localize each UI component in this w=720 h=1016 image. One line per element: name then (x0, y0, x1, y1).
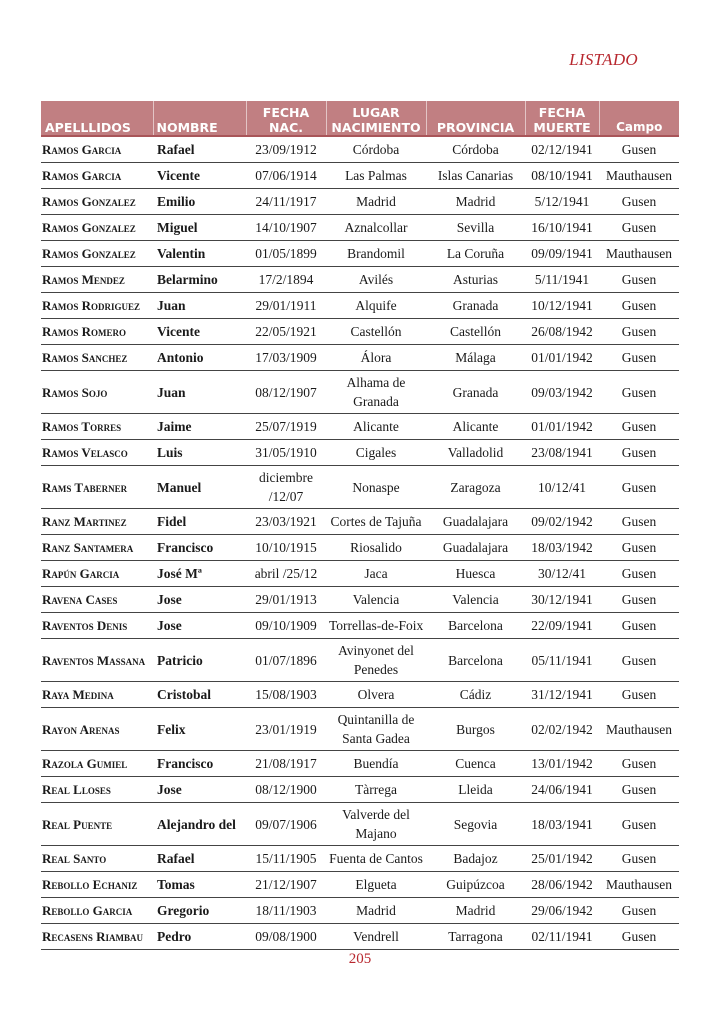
cell-fecha-nac: 15/08/1903 (246, 682, 326, 708)
cell-lugar: Avilés (326, 267, 426, 293)
cell-fecha-muerte: 5/12/1941 (525, 189, 599, 215)
cell-lugar: Valencia (326, 587, 426, 613)
cell-fecha-muerte: 01/01/1942 (525, 345, 599, 371)
cell-lugar: Fuenta de Cantos (326, 846, 426, 872)
cell-lugar: Riosalido (326, 535, 426, 561)
cell-apellidos: Ramos Velasco (41, 440, 153, 466)
cell-apellidos: Ranz Santamera (41, 535, 153, 561)
cell-campo: Mauthausen (599, 872, 679, 898)
table-row (41, 440, 679, 466)
table-row (41, 371, 679, 414)
cell-provincia: Guadalajara (426, 535, 525, 561)
cell-lugar: Valverde del Majano (326, 803, 426, 846)
cell-nombre: Juan (153, 293, 246, 319)
table-row (41, 414, 679, 440)
cell-lugar: Torrellas-de-Foix (326, 613, 426, 639)
cell-nombre: Juan (153, 371, 246, 414)
table-row (41, 267, 679, 293)
cell-provincia: La Coruña (426, 241, 525, 267)
cell-provincia: Guipúzcoa (426, 872, 525, 898)
cell-campo: Gusen (599, 587, 679, 613)
cell-nombre: Francisco (153, 751, 246, 777)
cell-provincia: Valladolid (426, 440, 525, 466)
cell-apellidos: Ramos Gonzalez (41, 215, 153, 241)
cell-campo: Gusen (599, 345, 679, 371)
cell-provincia: Zaragoza (426, 466, 525, 509)
cell-fecha-nac: 15/11/1905 (246, 846, 326, 872)
header-lugar-line1: LUGAR (352, 105, 400, 120)
cell-fecha-muerte: 30/12/1941 (525, 587, 599, 613)
cell-nombre: Tomas (153, 872, 246, 898)
cell-apellidos: Razola Gumiel (41, 751, 153, 777)
table-row (41, 587, 679, 613)
cell-fecha-muerte: 02/12/1941 (525, 136, 599, 163)
header-lugar-line2: NACIMIENTO (331, 120, 421, 135)
cell-fecha-muerte: 23/08/1941 (525, 440, 599, 466)
cell-apellidos: Raventos Massana (41, 639, 153, 682)
header-fecha-nac-line1: FECHA (262, 105, 310, 120)
cell-apellidos: Rayon Arenas (41, 708, 153, 751)
cell-nombre: Pedro (153, 924, 246, 950)
cell-fecha-nac: 21/12/1907 (246, 872, 326, 898)
cell-fecha-muerte: 05/11/1941 (525, 639, 599, 682)
cell-provincia: Tarragona (426, 924, 525, 950)
cell-lugar: Nonaspe (326, 466, 426, 509)
running-head: LISTADO (569, 50, 638, 69)
cell-campo: Gusen (599, 613, 679, 639)
cell-nombre: Cristobal (153, 682, 246, 708)
cell-fecha-nac: 14/10/1907 (246, 215, 326, 241)
table-row (41, 215, 679, 241)
header-provincia: PROVINCIA (426, 101, 525, 136)
header-lugar-nacimiento (326, 101, 426, 136)
table-row (41, 751, 679, 777)
header-fecha-nac (246, 101, 326, 136)
cell-lugar: Avinyonet del Penedes (326, 639, 426, 682)
cell-fecha-nac: 24/11/1917 (246, 189, 326, 215)
table-row (41, 189, 679, 215)
cell-apellidos: Rapún Garcia (41, 561, 153, 587)
header-fecha-muerte-line2: MUERTE (533, 120, 591, 135)
cell-apellidos: Ramos Gonzalez (41, 241, 153, 267)
cell-apellidos: Ramos Mendez (41, 267, 153, 293)
cell-lugar: Madrid (326, 189, 426, 215)
cell-nombre: Vicente (153, 163, 246, 189)
cell-apellidos: Ravena Cases (41, 587, 153, 613)
table-row (41, 136, 679, 163)
cell-fecha-muerte: 09/03/1942 (525, 371, 599, 414)
cell-apellidos: Ramos Gonzalez (41, 189, 153, 215)
cell-fecha-muerte: 30/12/41 (525, 561, 599, 587)
cell-fecha-muerte: 18/03/1942 (525, 535, 599, 561)
cell-nombre: Jose (153, 777, 246, 803)
cell-provincia: Islas Canarias (426, 163, 525, 189)
cell-campo: Gusen (599, 293, 679, 319)
deportees-table (41, 101, 679, 950)
cell-fecha-muerte: 28/06/1942 (525, 872, 599, 898)
cell-lugar: Olvera (326, 682, 426, 708)
cell-campo: Gusen (599, 682, 679, 708)
cell-nombre: Fidel (153, 509, 246, 535)
table-row (41, 466, 679, 509)
cell-provincia: Madrid (426, 189, 525, 215)
cell-apellidos: Rebollo Echaniz (41, 872, 153, 898)
cell-campo: Gusen (599, 267, 679, 293)
cell-fecha-nac: 21/08/1917 (246, 751, 326, 777)
cell-provincia: Valencia (426, 587, 525, 613)
cell-provincia: Segovia (426, 803, 525, 846)
cell-nombre: Luis (153, 440, 246, 466)
cell-apellidos: Ramos Garcia (41, 136, 153, 163)
cell-nombre: Rafael (153, 136, 246, 163)
cell-provincia: Badajoz (426, 846, 525, 872)
cell-fecha-nac: abril /25/12 (246, 561, 326, 587)
cell-fecha-muerte: 24/06/1941 (525, 777, 599, 803)
cell-fecha-nac: 10/10/1915 (246, 535, 326, 561)
cell-fecha-nac: 23/01/1919 (246, 708, 326, 751)
cell-fecha-nac: 09/08/1900 (246, 924, 326, 950)
cell-lugar: Cortes de Tajuña (326, 509, 426, 535)
cell-apellidos: Ramos Torres (41, 414, 153, 440)
cell-lugar: Buendía (326, 751, 426, 777)
cell-campo: Gusen (599, 561, 679, 587)
table-row (41, 682, 679, 708)
header-nombre: NOMBRE (153, 101, 246, 136)
cell-fecha-nac: 23/09/1912 (246, 136, 326, 163)
cell-nombre: Jaime (153, 414, 246, 440)
cell-fecha-muerte: 01/01/1942 (525, 414, 599, 440)
cell-fecha-nac: diciembre /12/07 (246, 466, 326, 509)
cell-fecha-nac: 29/01/1911 (246, 293, 326, 319)
cell-apellidos: Ramos Rodriguez (41, 293, 153, 319)
cell-campo: Gusen (599, 466, 679, 509)
cell-fecha-muerte: 31/12/1941 (525, 682, 599, 708)
table-row (41, 872, 679, 898)
cell-fecha-muerte: 22/09/1941 (525, 613, 599, 639)
cell-lugar: Castellón (326, 319, 426, 345)
cell-nombre: Emilio (153, 189, 246, 215)
cell-fecha-muerte: 16/10/1941 (525, 215, 599, 241)
table-row (41, 803, 679, 846)
cell-fecha-nac: 07/06/1914 (246, 163, 326, 189)
cell-campo: Mauthausen (599, 708, 679, 751)
header-fecha-muerte (525, 101, 599, 136)
cell-campo: Gusen (599, 898, 679, 924)
cell-fecha-muerte: 26/08/1942 (525, 319, 599, 345)
cell-lugar: Quintanilla de Santa Gadea (326, 708, 426, 751)
cell-provincia: Madrid (426, 898, 525, 924)
cell-lugar: Alicante (326, 414, 426, 440)
cell-apellidos: Ramos Sanchez (41, 345, 153, 371)
cell-fecha-muerte: 02/11/1941 (525, 924, 599, 950)
table-row (41, 345, 679, 371)
table-row (41, 293, 679, 319)
cell-fecha-nac: 01/05/1899 (246, 241, 326, 267)
table-row (41, 241, 679, 267)
cell-apellidos: Ramos Romero (41, 319, 153, 345)
table-row (41, 535, 679, 561)
cell-campo: Mauthausen (599, 163, 679, 189)
header-fecha-nac-line2: NAC. (268, 120, 304, 135)
cell-nombre: Manuel (153, 466, 246, 509)
cell-nombre: José Mª (153, 561, 246, 587)
cell-provincia: Burgos (426, 708, 525, 751)
cell-fecha-nac: 17/03/1909 (246, 345, 326, 371)
cell-provincia: Barcelona (426, 613, 525, 639)
cell-fecha-muerte: 08/10/1941 (525, 163, 599, 189)
cell-nombre: Felix (153, 708, 246, 751)
cell-fecha-muerte: 10/12/1941 (525, 293, 599, 319)
cell-fecha-muerte: 5/11/1941 (525, 267, 599, 293)
cell-provincia: Cuenca (426, 751, 525, 777)
cell-provincia: Alicante (426, 414, 525, 440)
cell-fecha-nac: 08/12/1907 (246, 371, 326, 414)
cell-apellidos: Ramos Garcia (41, 163, 153, 189)
table-row (41, 319, 679, 345)
cell-fecha-nac: 09/10/1909 (246, 613, 326, 639)
table-header-row (41, 101, 679, 136)
cell-lugar: Álora (326, 345, 426, 371)
cell-apellidos: Real Santo (41, 846, 153, 872)
cell-campo: Gusen (599, 535, 679, 561)
cell-fecha-muerte: 10/12/41 (525, 466, 599, 509)
cell-provincia: Guadalajara (426, 509, 525, 535)
cell-provincia: Málaga (426, 345, 525, 371)
cell-provincia: Córdoba (426, 136, 525, 163)
cell-campo: Gusen (599, 414, 679, 440)
cell-nombre: Antonio (153, 345, 246, 371)
cell-fecha-nac: 01/07/1896 (246, 639, 326, 682)
table-row (41, 846, 679, 872)
table-row (41, 898, 679, 924)
table-row (41, 163, 679, 189)
cell-fecha-muerte: 18/03/1941 (525, 803, 599, 846)
table-row (41, 924, 679, 950)
cell-campo: Gusen (599, 189, 679, 215)
header-apellidos: APELLLIDOS (41, 101, 153, 136)
cell-nombre: Belarmino (153, 267, 246, 293)
cell-fecha-muerte: 25/01/1942 (525, 846, 599, 872)
cell-provincia: Cádiz (426, 682, 525, 708)
cell-lugar: Jaca (326, 561, 426, 587)
header-campo: Campo (599, 101, 679, 136)
table-row (41, 639, 679, 682)
cell-apellidos: Raya Medina (41, 682, 153, 708)
cell-campo: Gusen (599, 215, 679, 241)
page-number: 205 (348, 951, 372, 967)
cell-campo: Gusen (599, 136, 679, 163)
cell-apellidos: Ranz Martinez (41, 509, 153, 535)
cell-campo: Gusen (599, 777, 679, 803)
cell-provincia: Castellón (426, 319, 525, 345)
cell-campo: Gusen (599, 751, 679, 777)
cell-fecha-nac: 08/12/1900 (246, 777, 326, 803)
cell-campo: Mauthausen (599, 241, 679, 267)
cell-fecha-nac: 18/11/1903 (246, 898, 326, 924)
cell-fecha-muerte: 02/02/1942 (525, 708, 599, 751)
cell-provincia: Asturias (426, 267, 525, 293)
table-row (41, 708, 679, 751)
cell-nombre: Alejandro del (153, 803, 246, 846)
cell-lugar: Vendrell (326, 924, 426, 950)
cell-campo: Gusen (599, 639, 679, 682)
cell-nombre: Jose (153, 613, 246, 639)
table-row (41, 613, 679, 639)
cell-fecha-muerte: 09/09/1941 (525, 241, 599, 267)
cell-fecha-nac: 22/05/1921 (246, 319, 326, 345)
cell-nombre: Rafael (153, 846, 246, 872)
cell-lugar: Aznalcollar (326, 215, 426, 241)
cell-fecha-nac: 29/01/1913 (246, 587, 326, 613)
cell-provincia: Sevilla (426, 215, 525, 241)
cell-lugar: Brandomil (326, 241, 426, 267)
cell-lugar: Alquife (326, 293, 426, 319)
cell-nombre: Valentin (153, 241, 246, 267)
cell-lugar: Cigales (326, 440, 426, 466)
cell-lugar: Las Palmas (326, 163, 426, 189)
cell-campo: Gusen (599, 440, 679, 466)
cell-apellidos: Raventos Denis (41, 613, 153, 639)
table-row (41, 561, 679, 587)
cell-apellidos: Rebollo Garcia (41, 898, 153, 924)
cell-fecha-nac: 17/2/1894 (246, 267, 326, 293)
cell-provincia: Granada (426, 371, 525, 414)
cell-apellidos: Ramos Sojo (41, 371, 153, 414)
cell-provincia: Granada (426, 293, 525, 319)
cell-fecha-muerte: 29/06/1942 (525, 898, 599, 924)
cell-provincia: Barcelona (426, 639, 525, 682)
cell-apellidos: Rams Taberner (41, 466, 153, 509)
cell-provincia: Lleida (426, 777, 525, 803)
table-row (41, 509, 679, 535)
cell-nombre: Miguel (153, 215, 246, 241)
cell-fecha-nac: 25/07/1919 (246, 414, 326, 440)
cell-campo: Gusen (599, 319, 679, 345)
cell-nombre: Gregorio (153, 898, 246, 924)
cell-lugar: Córdoba (326, 136, 426, 163)
cell-campo: Gusen (599, 371, 679, 414)
cell-lugar: Elgueta (326, 872, 426, 898)
cell-campo: Gusen (599, 846, 679, 872)
cell-nombre: Patricio (153, 639, 246, 682)
cell-apellidos: Real Lloses (41, 777, 153, 803)
cell-fecha-muerte: 09/02/1942 (525, 509, 599, 535)
cell-apellidos: Real Puente (41, 803, 153, 846)
cell-nombre: Jose (153, 587, 246, 613)
cell-campo: Gusen (599, 803, 679, 846)
header-fecha-muerte-line1: FECHA (538, 105, 586, 120)
cell-fecha-muerte: 13/01/1942 (525, 751, 599, 777)
cell-lugar: Alhama de Granada (326, 371, 426, 414)
cell-campo: Gusen (599, 509, 679, 535)
cell-lugar: Tàrrega (326, 777, 426, 803)
cell-fecha-nac: 31/05/1910 (246, 440, 326, 466)
cell-nombre: Vicente (153, 319, 246, 345)
cell-fecha-nac: 09/07/1906 (246, 803, 326, 846)
cell-apellidos: Recasens Riambau (41, 924, 153, 950)
cell-fecha-nac: 23/03/1921 (246, 509, 326, 535)
cell-campo: Gusen (599, 924, 679, 950)
cell-lugar: Madrid (326, 898, 426, 924)
cell-provincia: Huesca (426, 561, 525, 587)
cell-nombre: Francisco (153, 535, 246, 561)
table-row (41, 777, 679, 803)
